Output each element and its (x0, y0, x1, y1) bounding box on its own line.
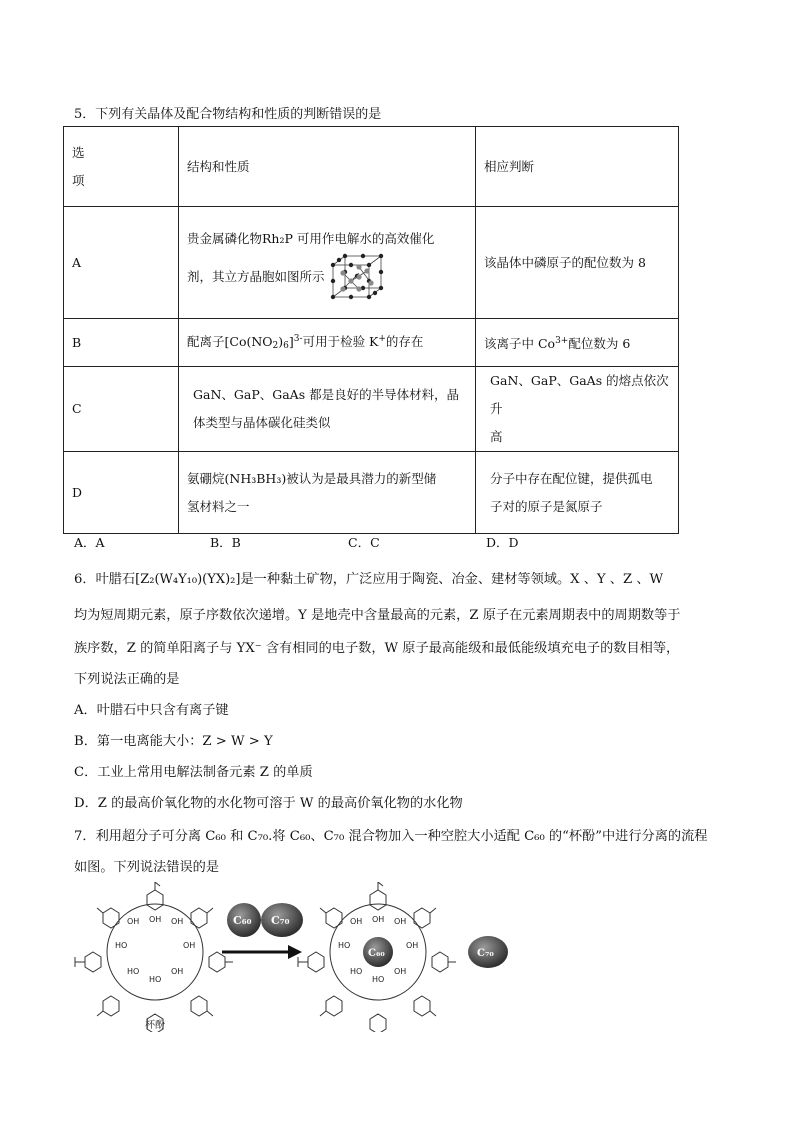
q6-option-a: A．叶腊石中只含有离子键 (74, 703, 229, 718)
row-b-judge-part2: 配位数为 6 (568, 336, 631, 351)
table-row (64, 367, 679, 452)
answer-a: A．A (74, 535, 105, 550)
c60-ball-inside (363, 937, 393, 967)
table-header-row (64, 127, 679, 207)
calixarene-left (75, 882, 233, 1032)
row-a-text-line1: 贵金属磷化物Rh₂P 可用作电解水的高效催化 (187, 230, 435, 246)
calixarene-label: 杯酚 (145, 1020, 165, 1031)
header-structure: 结构和性质 (179, 127, 476, 207)
q5-stem: 5．下列有关晶体及配合物结构和性质的判断错误的是 (74, 107, 382, 122)
hydroxyl-label: OH (372, 915, 385, 924)
table-row (64, 207, 679, 319)
hydroxyl-label: OH (127, 917, 140, 926)
row-b-judge-sup: 3+ (555, 336, 569, 346)
row-b-judgement (476, 319, 679, 367)
row-c-judgement (476, 367, 679, 452)
hydroxyl-label: OH (149, 915, 162, 924)
answer-d: D．D (486, 535, 519, 550)
row-label: C (64, 367, 179, 452)
hydroxyl-label: OH (171, 967, 184, 976)
row-label: A (64, 207, 179, 319)
q6-stem-line4: 下列说法正确的是 (74, 672, 180, 687)
row-b-text-part3: ] (288, 334, 294, 349)
row-b-sub1: 2 (272, 341, 279, 351)
q6-option-b: B．第一电离能大小：Z > W > Y (74, 734, 273, 749)
q6-stem-line2: 均为短周期元素，原子序数依次递增。Y 是地壳中含量最高的元素，Z 原子在元素周期表中的周期数等于 (74, 608, 681, 623)
row-b-judge-part1: 该离子中 Co (484, 336, 556, 351)
q6-number: 6．叶腊石 (74, 572, 136, 587)
row-c-text-line2: 体类型与晶体碳化硅类似 (193, 415, 331, 430)
q6-option-c: C．工业上常用电解法制备元素 Z 的单质 (74, 765, 313, 780)
row-c-judge-line1: GaN、GaP、GaAs 的熔点依次升 (490, 373, 669, 416)
hydroxyl-label: OH (394, 917, 407, 926)
row-c-structure (179, 367, 476, 452)
hydroxyl-label: HO (350, 967, 363, 976)
table-row (64, 319, 679, 367)
calixarene-right (298, 882, 456, 1032)
header-judgement: 相应判断 (476, 127, 679, 207)
c60-ball (227, 903, 261, 937)
row-a-structure (179, 207, 476, 319)
row-b-text-part2: ) (278, 334, 284, 349)
hydroxyl-label: OH (183, 941, 196, 950)
row-label: D (64, 452, 179, 534)
row-c-text-line1: GaN、GaP、GaAs 都是良好的半导体材料，晶 (193, 387, 460, 402)
q6-formula: [Z₂(W₄Y₁₀)(YX)₂] (135, 572, 241, 587)
row-b-sup2: + (378, 334, 386, 344)
header-option-char1: 选 (72, 144, 85, 160)
table-row (64, 452, 679, 534)
row-a-line2 (187, 253, 467, 301)
hydroxyl-label: HO (149, 975, 162, 984)
hydroxyl-label: OH (171, 917, 184, 926)
q7-stem-line1: 7．利用超分子可分离 C₆₀ 和 C₇₀.将 C₆₀、C₇₀ 混合物加入一种空腔大小适配 C₆₀ 的“杯酚”中进行分离的流程 (74, 829, 708, 844)
hydroxyl-label: HO (338, 941, 351, 950)
row-d-text-line2: 氢材料之一 (187, 498, 250, 514)
row-d-text-line1: 氨硼烷(NH₃BH₃)被认为是最具潜力的新型储 (187, 470, 437, 486)
hydroxyl-label: OH (406, 941, 419, 950)
q7-stem-line2: 如图。下列说法错误的是 (74, 860, 220, 875)
row-label: B (64, 319, 179, 367)
row-a-text-line2: 剂，其立方晶胞如图所示 (187, 268, 325, 284)
hydroxyl-label: HO (127, 967, 140, 976)
row-d-judgement (476, 452, 679, 534)
answer-c: C．C (348, 535, 380, 550)
q5-options-table (63, 126, 679, 534)
answer-b: B．B (210, 535, 241, 550)
row-b-text-part4: 可用于检验 K (302, 334, 379, 349)
row-b-sub2: 6 (283, 341, 289, 351)
row-a-judgement: 该晶体中磷原子的配位数为 8 (476, 207, 679, 319)
c70-label: C₇₀ (477, 948, 494, 959)
q6-stem-line1 (74, 568, 663, 587)
hydroxyl-label: HO (115, 941, 128, 950)
crystal-cell-figure (329, 253, 385, 301)
c70-ball-separated (468, 936, 508, 968)
c70-label: C₇₀ (271, 914, 290, 927)
c70-ball (261, 903, 303, 937)
header-option-cell (64, 127, 179, 207)
hydroxyl-label: HO (372, 975, 385, 984)
row-d-judge-line2: 子对的原子是氮原子 (490, 498, 603, 514)
separation-flow-figure (70, 882, 530, 1032)
header-option-char2: 项 (72, 172, 85, 188)
row-d-structure (179, 452, 476, 534)
flow-arrow-icon (222, 945, 302, 959)
hydroxyl-label: OH (350, 917, 363, 926)
c60-label: C₆₀ (233, 914, 252, 927)
hydroxyl-label: OH (394, 967, 407, 976)
q6-stem-line3: 族序数，Z 的简单阳离子与 YX⁻ 含有相同的电子数，W 原子最高能级和最低能级填充电子的数目相等， (74, 641, 680, 656)
row-b-sup1: 3- (293, 334, 303, 344)
row-d-judge-line1: 分子中存在配位键，提供孤电 (490, 470, 653, 486)
row-b-structure (179, 319, 476, 367)
row-b-text-part1: 配离子[Co(NO (187, 334, 273, 349)
q6-option-d: D．Z 的最高价氧化物的水化物可溶于 W 的最高价氧化物的水化物 (74, 796, 463, 811)
row-c-judge-line2: 高 (490, 429, 503, 444)
q6-stem-rest: 是一种黏土矿物，广泛应用于陶瓷、冶金、建材等领域。X 、Y 、Z 、W (240, 572, 664, 587)
row-b-text-part5: 的存在 (385, 334, 424, 349)
c60-label: C₆₀ (368, 948, 385, 959)
